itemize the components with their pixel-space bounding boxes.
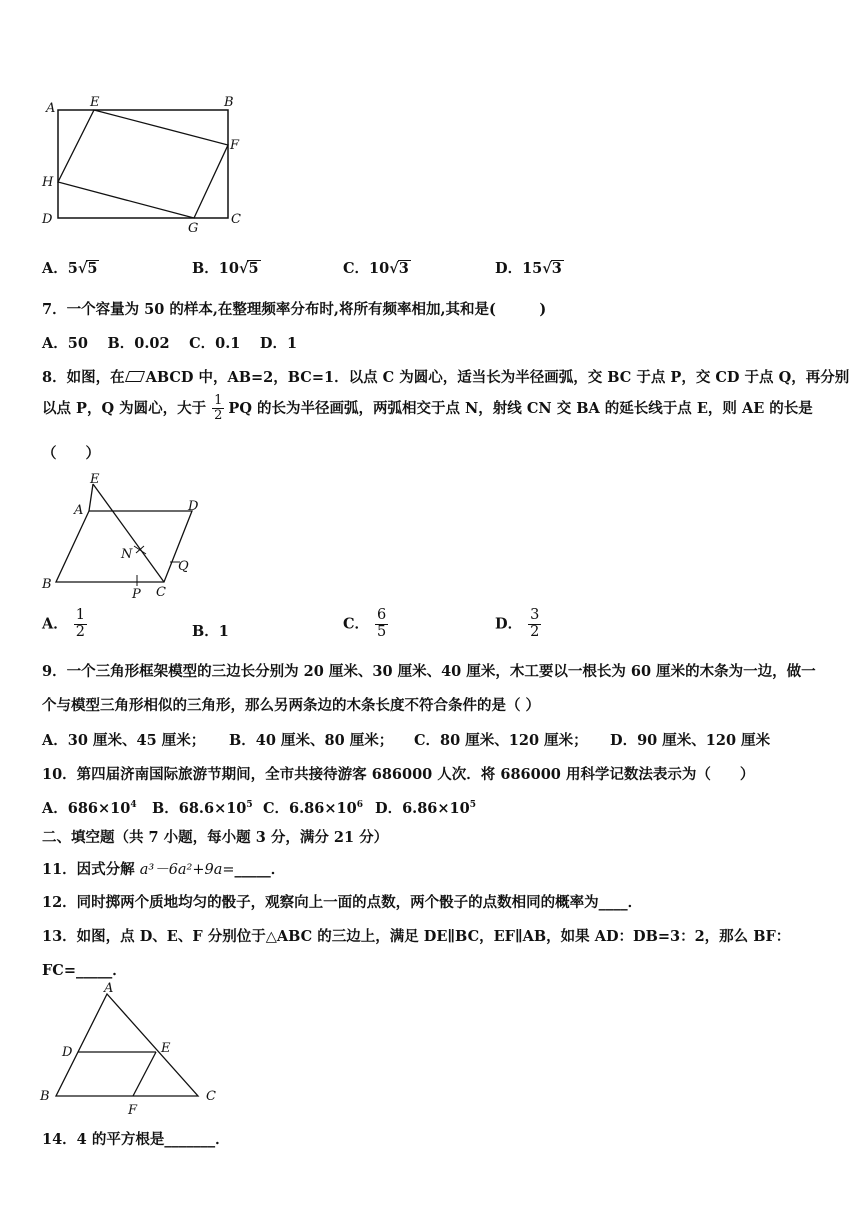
question-7: 7．一个容量为 50 的样本,在整理频率分布时,将所有频率相加,其和是( ) <box>42 301 547 318</box>
section-2-heading: 二、填空题（共 7 小题，每小题 3 分，满分 21 分） <box>42 829 389 846</box>
q6-option-d[interactable]: D．15√3 <box>495 260 562 277</box>
label-N: N <box>121 547 133 562</box>
question-7-options[interactable]: A．50 B．0.02 C．0.1 D．1 <box>42 335 298 352</box>
label-D: D <box>62 1045 73 1060</box>
q8-option-d[interactable]: D． $\frac{3}{2}$ <box>495 607 540 640</box>
label-A: A <box>104 981 114 996</box>
question-8-line3: （ ） <box>42 445 100 462</box>
label-A: A <box>46 101 56 116</box>
label-B: B <box>42 577 52 592</box>
question-13-line2: FC=_____． <box>42 962 127 979</box>
q6-option-c[interactable]: C．10√3 <box>343 260 409 277</box>
q8-option-a[interactable]: A． $\frac{1}{2}$ <box>42 607 85 640</box>
question-11: 11．因式分解 a³－6a²+9a=_____． <box>42 861 286 878</box>
label-D: D <box>42 212 53 227</box>
label-E: E <box>90 95 100 110</box>
label-C: C <box>231 212 241 227</box>
label-D: D <box>188 499 199 514</box>
q9-option-b[interactable]: B．40 厘米、80 厘米； <box>229 732 394 749</box>
label-H: H <box>42 175 54 190</box>
q6-option-a[interactable]: A．5√5 <box>42 260 98 277</box>
label-B: B <box>224 95 234 110</box>
label-C: C <box>206 1089 216 1104</box>
q9-option-d[interactable]: D．90 厘米、120 厘米 <box>610 732 771 749</box>
label-P: P <box>132 587 141 602</box>
question-9-line1: 9．一个三角形框架模型的三边长分别为 20 厘米、30 厘米、40 厘米，木工要以一根长为 60 厘米的木条为一边，做一 <box>42 663 816 680</box>
label-Q: Q <box>178 559 189 574</box>
q8-option-b[interactable]: B．1 <box>192 623 229 640</box>
q10-option-a[interactable]: A．$686\times 10^4$ <box>42 800 137 817</box>
q9-option-a[interactable]: A．30 厘米、45 厘米； <box>42 732 206 749</box>
question-8-line2: 以点 P，Q 为圆心，大于 $\frac{1}{2}$ PQ 的长为半径画弧，两弧相交于点 N，射线 CN 交 BA 的延长线于点 E，则 AE 的长是 <box>42 393 813 424</box>
q10-option-b[interactable]: B．$68.6\times 10^5$ <box>152 800 253 817</box>
label-C: C <box>156 585 166 600</box>
q10-option-c[interactable]: C．$6.86\times 10^6$ <box>263 800 363 817</box>
label-A: A <box>74 503 84 518</box>
question-12: 12．同时掷两个质地均匀的骰子，观察向上一面的点数，两个骰子的点数相同的概率为____． <box>42 894 643 911</box>
question-13-line1: 13．如图，点 D、E、F 分别位于△ABC 的三边上，满足 DE∥BC，EF∥AB，如果 AD：DB=3：2，那么 BF： <box>42 928 791 945</box>
parallelogram-symbol <box>125 371 145 382</box>
q9-option-c[interactable]: C．80 厘米、120 厘米； <box>414 732 588 749</box>
label-B: B <box>40 1089 50 1104</box>
q10-option-d[interactable]: D．$6.86\times 10^5$ <box>375 800 476 817</box>
label-F: F <box>128 1103 138 1118</box>
question-14: 14．4 的平方根是_______． <box>42 1131 230 1148</box>
label-G: G <box>188 221 199 235</box>
label-E: E <box>161 1041 171 1056</box>
q6-option-b[interactable]: B．10√5 <box>192 260 259 277</box>
question-9-line2: 个与模型三角形相似的三角形，那么另两条边的木条长度不符合条件的是（ ） <box>42 697 541 714</box>
figure-q8-parallelogram <box>36 466 216 606</box>
label-E: E <box>90 472 100 487</box>
q8-option-c[interactable]: C． $\frac{6}{5}$ <box>343 607 387 640</box>
question-8-line1: 8．如图，在 ABCD 中，AB=2，BC=1．以点 C 为圆心，适当长为半径画弧，交 BC 于点 P，交 CD 于点 Q，再分别 <box>42 369 850 386</box>
figure-q6-rectangle <box>36 90 251 235</box>
question-10: 10．第四届济南国际旅游节期间，全市共接待游客 686000 人次．将 686000 用科学记数法表示为（ ） <box>42 766 755 783</box>
figure-q13-triangle <box>36 980 226 1120</box>
label-F: F <box>230 138 240 153</box>
